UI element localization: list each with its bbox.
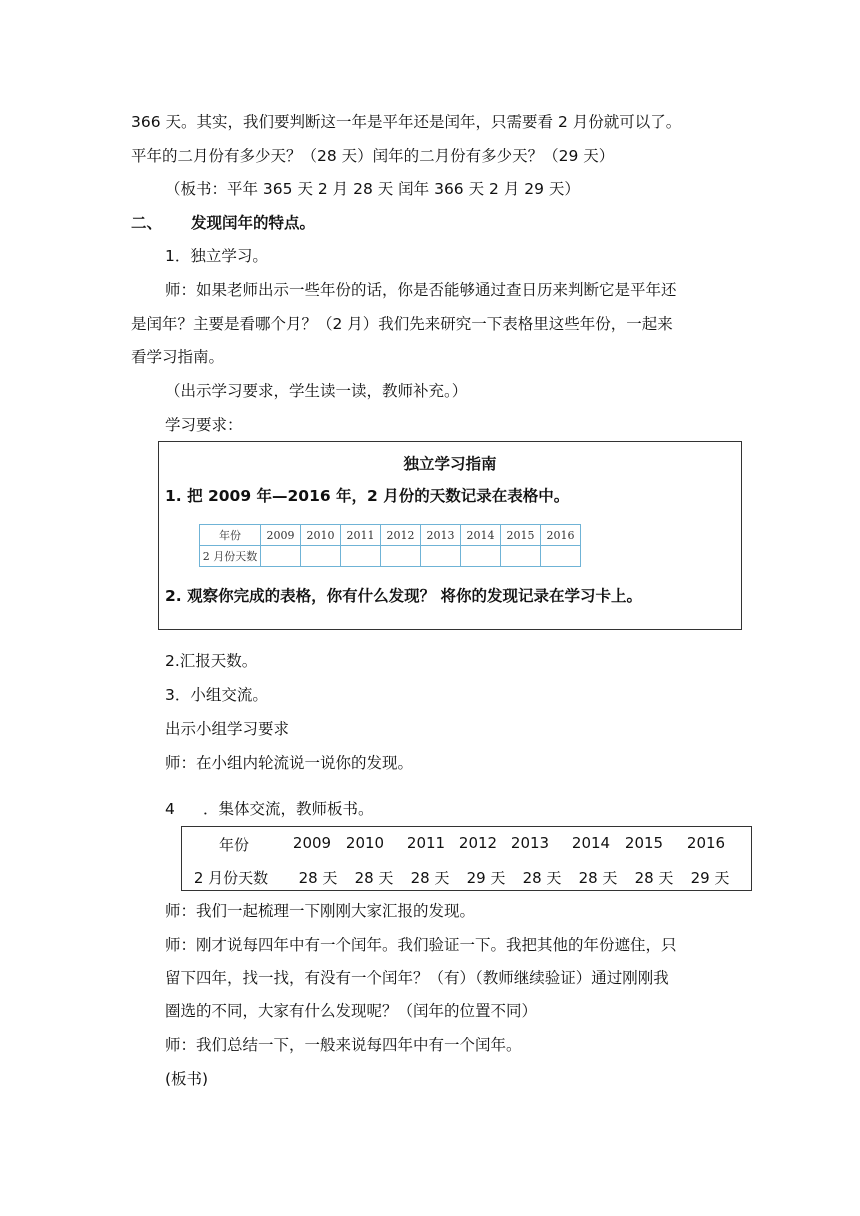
guide-item-1: 1. 把 2009 年—2016 年，2 月份的天数记录在表格中。 [165,487,570,505]
year-cell: 2013 [421,525,461,546]
table-header-cell: 2 月份天数 [200,546,261,567]
paragraph-line: (板书) [165,1070,209,1088]
step-heading: 3．小组交流。 [165,686,268,704]
year-cell: 2014 [571,834,611,852]
days-cell: 28 天 [634,869,674,887]
board-note: （板书：平年 365 天 2 月 28 天 闰年 366 天 2 月 29 天） [165,180,580,198]
step-number: 4 [165,800,175,818]
paragraph-line: 看学习指南。 [131,348,225,366]
table-header-cell: 年份 [218,836,250,854]
year-cell: 2012 [381,525,421,546]
year-cell: 2014 [461,525,501,546]
days-cell: 28 天 [298,869,338,887]
paragraph-line: 学习要求： [165,416,243,434]
step-heading: ．集体交流，教师板书。 [203,800,374,818]
days-cell: 28 天 [578,869,618,887]
step-heading: 1．独立学习。 [165,247,268,265]
blank-cell [461,546,501,567]
paragraph-line: 师：刚才说每四年中有一个闰年。我们验证一下。我把其他的年份遮住，只 [165,936,677,954]
year-cell: 2009 [261,525,301,546]
days-cell: 29 天 [690,869,730,887]
paragraph-line: 师：如果老师出示一些年份的话，你是否能够通过查日历来判断它是平年还 [165,281,677,299]
paragraph-line: 圈选的不同，大家有什么发现呢？（闰年的位置不同） [165,1002,538,1020]
year-cell: 2010 [301,525,341,546]
guide-item-2: 2. 观察你完成的表格，你有什么发现？ 将你的发现记录在学习卡上。 [165,587,642,605]
year-cell: 2016 [686,834,726,852]
blank-cell [341,546,381,567]
days-cell: 28 天 [354,869,394,887]
paragraph-line: 平年的二月份有多少天？（28 天）闰年的二月份有多少天？（29 天） [131,147,615,165]
paragraph-line: （出示学习要求，学生读一读，教师补充。） [165,382,468,400]
paragraph-line: 是闰年？主要是看哪个月？（2 月）我们先来研究一下表格里这些年份，一起来 [131,315,673,333]
paragraph-line: 师：我们总结一下，一般来说每四年中有一个闰年。 [165,1036,522,1054]
year-cell: 2013 [510,834,550,852]
table-row [200,525,581,546]
blank-cell [501,546,541,567]
blank-cell [301,546,341,567]
report-table [181,826,752,891]
table-header-cell: 年份 [200,525,261,546]
blank-record-table [199,524,581,567]
year-cell: 2011 [341,525,381,546]
guide-title: 独立学习指南 [403,455,497,473]
days-cell: 28 天 [522,869,562,887]
blank-cell [541,546,581,567]
study-guide-box [158,441,742,630]
table-row [200,546,581,567]
paragraph-line: 师：我们一起梳理一下刚刚大家汇报的发现。 [165,902,476,920]
year-cell: 2009 [292,834,332,852]
table-header-cell: 2 月份天数 [193,869,269,887]
step-heading: 2.汇报天数。 [165,652,258,670]
blank-cell [421,546,461,567]
section-number: 二、 [131,214,163,232]
year-cell: 2011 [406,834,446,852]
year-cell: 2012 [458,834,498,852]
paragraph-line: 出示小组学习要求 [165,720,290,738]
year-cell: 2015 [624,834,664,852]
paragraph-line: 师：在小组内轮流说一说你的发现。 [165,754,414,772]
blank-cell [381,546,421,567]
paragraph-line: 留下四年，找一找，有没有一个闰年？（有）（教师继续验证）通过刚刚我 [165,969,669,987]
paragraph-line: 366 天。其实，我们要判断这一年是平年还是闰年，只需要看 2 月份就可以了。 [131,113,682,131]
blank-cell [261,546,301,567]
section-title: 发现闰年的特点。 [191,214,316,232]
year-cell: 2016 [541,525,581,546]
year-cell: 2015 [501,525,541,546]
days-cell: 29 天 [466,869,506,887]
days-cell: 28 天 [410,869,450,887]
year-cell: 2010 [345,834,385,852]
